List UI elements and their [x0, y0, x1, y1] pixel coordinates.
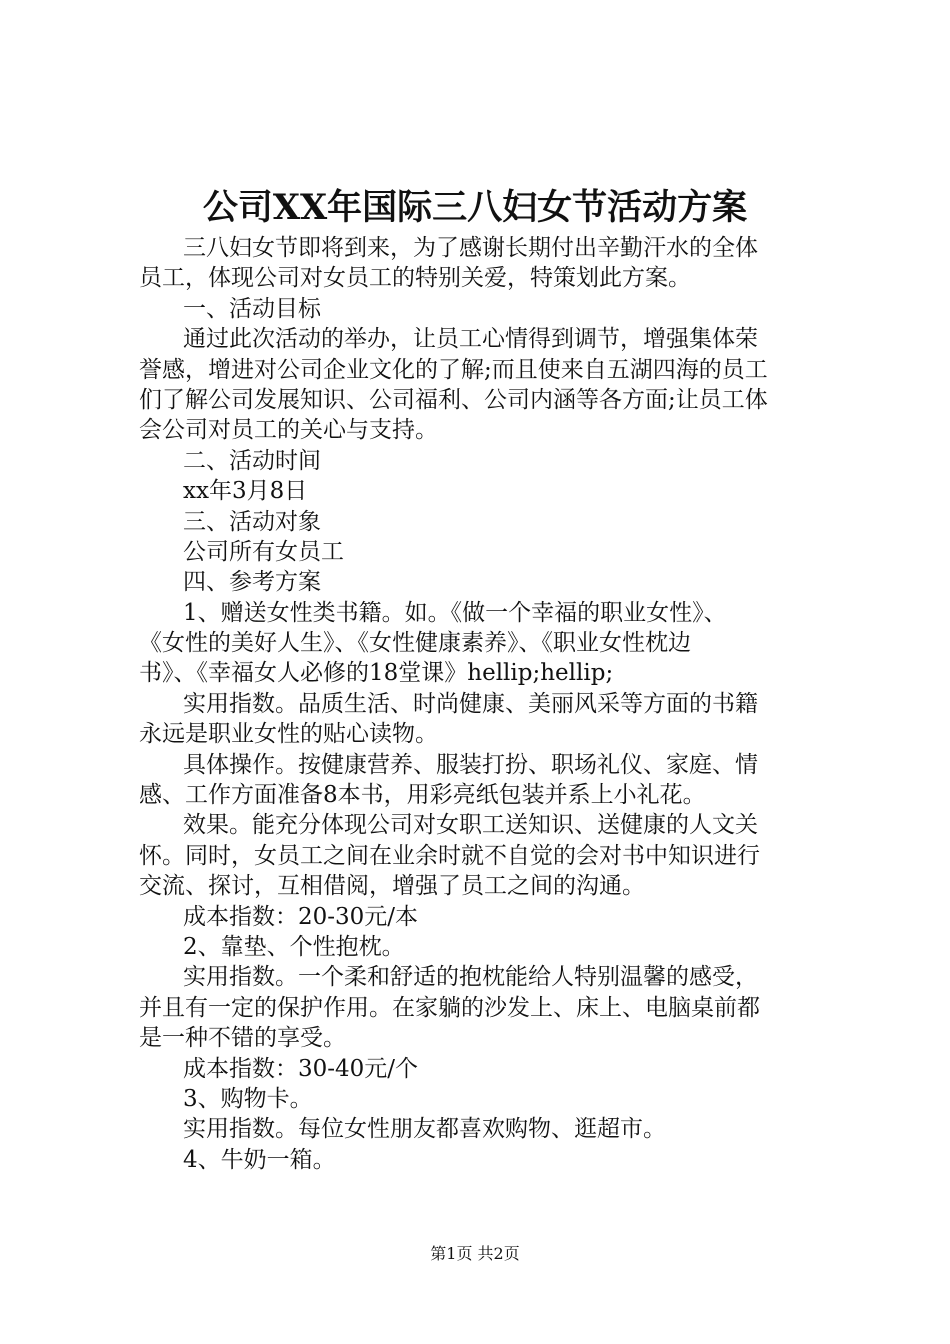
page-footer: 第1页 共2页	[430, 1244, 520, 1263]
paragraph-line: 誉感，增进对公司企业文化的了解;而且使来自五湖四海的员工	[139, 356, 768, 383]
paragraph-line: xx年3月8日	[183, 478, 308, 505]
paragraph-line: 是一种不错的享受。	[139, 1025, 346, 1052]
document-title: 公司XX年国际三八妇女节活动方案	[202, 187, 748, 228]
paragraph-line: 三、活动对象	[183, 508, 321, 535]
paragraph-line: 具体操作。按健康营养、服装打扮、职场礼仪、家庭、情	[183, 751, 758, 778]
paragraph-line: 二、活动时间	[183, 447, 321, 474]
paragraph-line: 2、靠垫、个性抱枕。	[183, 933, 405, 960]
paragraph-line: 实用指数。一个柔和舒适的抱枕能给人特别温馨的感受，	[183, 964, 758, 991]
paragraph-line: 效果。能充分体现公司对女职工送知识、送健康的人文关	[183, 812, 758, 839]
paragraph-line: 通过此次活动的举办，让员工心情得到调节，增强集体荣	[183, 326, 758, 353]
paragraph-line: 一、活动目标	[183, 295, 321, 322]
paragraph-line: 1、赠送女性类书籍。如。《做一个幸福的职业女性》、	[183, 599, 727, 626]
paragraph-line: 成本指数：20-30元/本	[183, 903, 419, 930]
paragraph-line: 《女性的美好人生》、《女性健康素养》、《职业女性枕边	[139, 630, 691, 657]
paragraph-line: 四、参考方案	[183, 569, 321, 596]
paragraph-line: 并且有一定的保护作用。在家躺的沙发上、床上、电脑桌前都	[139, 994, 760, 1021]
paragraph-line: 实用指数。每位女性朋友都喜欢购物、逛超市。	[183, 1116, 666, 1143]
paragraph-line: 3、购物卡。	[183, 1085, 313, 1112]
paragraph-line: 交流、探讨，互相借阅，增强了员工之间的沟通。	[139, 873, 645, 900]
paragraph-line: 公司所有女员工	[183, 538, 344, 565]
paragraph-line: 会公司对员工的关心与支持。	[139, 417, 438, 444]
paragraph-line: 永远是职业女性的贴心读物。	[139, 721, 438, 748]
paragraph-line: 成本指数：30-40元/个	[183, 1055, 419, 1082]
paragraph-line: 怀。同时，女员工之间在业余时就不自觉的会对书中知识进行	[139, 842, 760, 869]
paragraph-line: 实用指数。品质生活、时尚健康、美丽风采等方面的书籍	[183, 690, 758, 717]
paragraph-line: 4、牛奶一箱。	[183, 1146, 336, 1173]
document-body	[139, 233, 839, 1175]
paragraph-line: 书》、《幸福女人必修的18堂课》hellip;hellip;	[139, 660, 614, 687]
paragraph-line: 员工，体现公司对女员工的特别关爱，特策划此方案。	[139, 265, 691, 292]
paragraph-line: 三八妇女节即将到来，为了感谢长期付出辛勤汗水的全体	[183, 235, 758, 261]
paragraph-line: 感、工作方面准备8本书，用彩亮纸包装并系上小礼花。	[139, 782, 706, 809]
paragraph-line: 们了解公司发展知识、公司福利、公司内涵等各方面;让员工体	[139, 386, 768, 413]
